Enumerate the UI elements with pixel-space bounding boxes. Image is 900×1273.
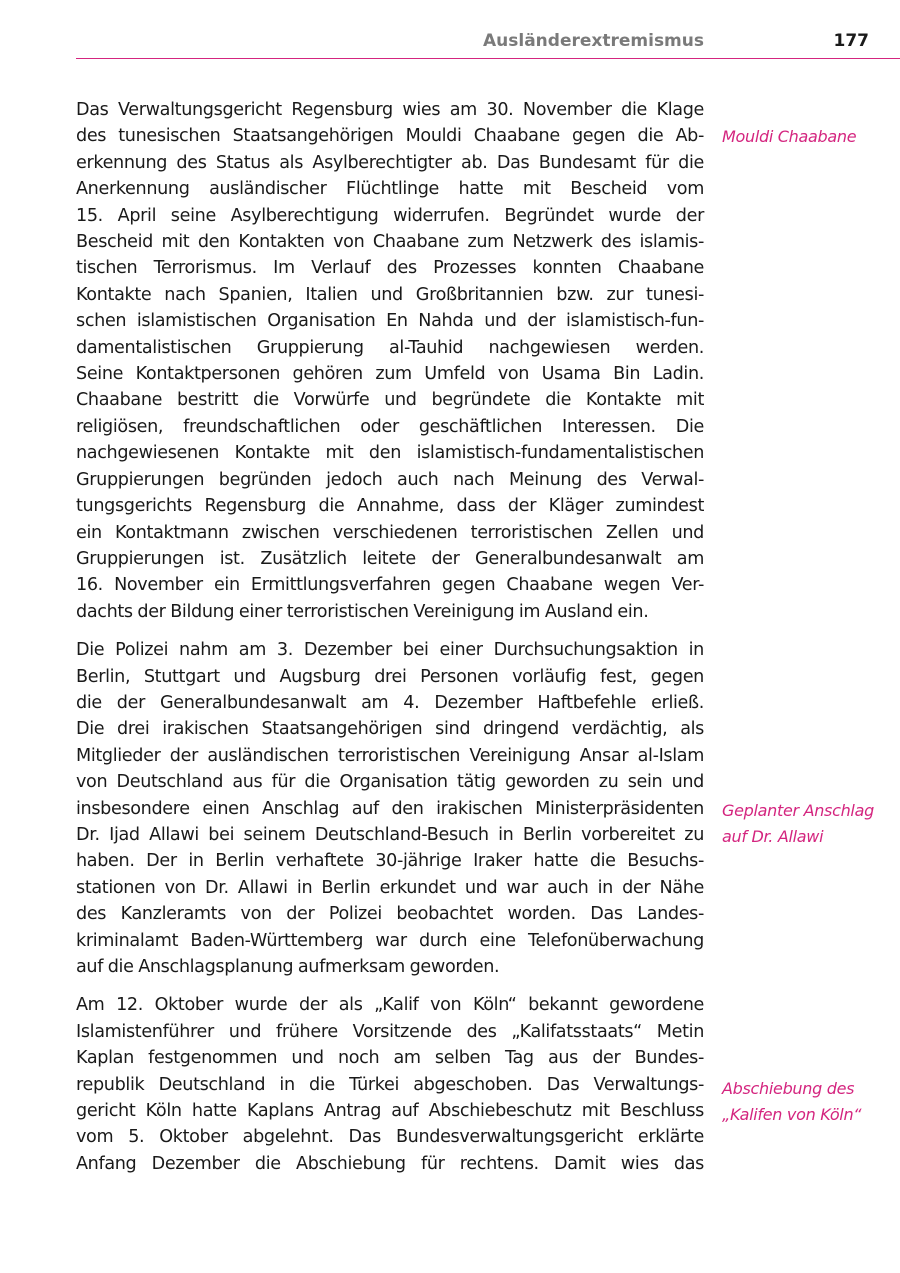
text-line: Gruppierungen begründen jedoch auch nach Meinung des Verwal- [76,469,704,490]
margin-note-allawi [722,798,900,851]
text-line: von Deutschland aus für die Organisation tätig geworden zu sein und [76,772,704,793]
text-line: vom 5. Oktober abgelehnt. Das Bundesverwaltungsgericht erklärte [76,1127,704,1148]
text-line: 16. November ein Ermittlungsverfahren gegen Chaabane wegen Ver- [76,575,704,596]
text-line: religiösen, freundschaftlichen oder geschäftlichen Interessen. Die [76,416,704,437]
text-line: Dr. Ijad Allawi bei seinem Deutschland-Besuch in Berlin vorbereitet zu [76,824,704,845]
text-line: tungsgerichts Regensburg die Annahme, dass der Kläger zumindest [76,496,704,517]
text-line: kriminalamt Baden-Württemberg war durch eine Telefonüberwachung [76,930,704,951]
text-line: Islamistenführer und frühere Vorsitzende des „Kalifatsstaats“ Metin [76,1021,704,1042]
text-line: Kontakte nach Spanien, Italien und Großbritannien bzw. zur tunesi- [76,284,704,305]
margin-note-line: auf Dr. Allawi [722,827,824,847]
text-line: tischen Terrorismus. Im Verlauf des Prozesses konnten Chaabane [76,258,704,279]
text-line: insbesondere einen Anschlag auf den irakischen Ministerpräsidenten [76,798,704,819]
text-line: Anerkennung ausländischer Flüchtlinge hatte mit Bescheid vom [76,179,704,200]
text-line: Mitglieder der ausländischen terroristischen Vereinigung Ansar al-Islam [76,745,704,766]
text-line: des Kanzleramts von der Polizei beobachtet worden. Das Landes- [76,904,704,925]
text-line: Kaplan festgenommen und noch am selben Tag aus der Bundes- [76,1048,704,1069]
text-line: Das Verwaltungsgericht Regensburg wies am 30. November die Klage [76,100,704,120]
text-line: Am 12. Oktober wurde der als „Kalif von Köln“ bekannt gewordene [76,995,704,1016]
paragraph-chaabane [76,97,704,625]
text-line: die der Generalbundesanwalt am 4. Dezember Haftbefehle erließ. [76,692,704,713]
text-line: Die drei irakischen Staatsangehörigen sind dringend verdächtig, als [76,719,704,740]
page-number: 177 [833,31,869,51]
page-header [76,28,900,59]
text-line: damentalistischen Gruppierung al-Tauhid nachgewiesen werden. [76,337,704,358]
margin-note-chaabane [722,124,900,150]
text-line: schen islamistischen Organisation En Nahda und der islamistisch-fun- [76,311,704,332]
text-line: haben. Der in Berlin verhaftete 30-jährige Iraker hatte die Besuchs- [76,851,704,872]
body-text [76,97,704,1189]
text-line: nachgewiesenen Kontakte mit den islamistisch-fundamentalistischen [76,443,704,464]
text-line: Die Polizei nahm am 3. Dezember bei einer Durchsuchungsaktion in [76,640,704,661]
margin-note-line: „Kalifen von Köln“ [722,1105,862,1125]
text-line: Bescheid mit den Kontakten von Chaabane zum Netzwerk des islamis- [76,232,704,253]
text-line: Chaabane bestritt die Vorwürfe und begründete die Kontakte mit [76,390,704,411]
text-line: Anfang Dezember die Abschiebung für rechtens. Damit wies das [76,1153,704,1174]
margin-note-line: Geplanter Anschlag [722,801,874,820]
text-line: Gruppierungen ist. Zusätzlich leitete der Generalbundesanwalt am [76,548,704,569]
text-line: Seine Kontaktpersonen gehören zum Umfeld von Usama Bin Ladin. [76,364,704,385]
running-title: Ausländerextremismus [483,31,704,51]
paragraph-allawi-plot [76,637,704,980]
text-line: auf die Anschlagsplanung aufmerksam geworden. [76,957,500,977]
text-line: des tunesischen Staatsangehörigen Mouldi Chaabane gegen die Ab- [76,126,704,147]
margin-note-line: Abschiebung des [722,1079,855,1098]
text-line: republik Deutschland in die Türkei abgeschoben. Das Verwaltungs- [76,1074,704,1095]
text-line: ein Kontaktmann zwischen verschiedenen terroristischen Zellen und [76,522,704,543]
text-line: dachts der Bildung einer terroristischen Vereinigung im Ausland ein. [76,601,649,622]
text-line: 15. April seine Asylberechtigung widerrufen. Begründet wurde der [76,205,704,226]
text-line: gericht Köln hatte Kaplans Antrag auf Abschiebeschutz mit Beschluss [76,1101,704,1122]
text-line: erkennung des Status als Asylberechtigter ab. Das Bundesamt für die [76,152,704,173]
paragraph-kaplan-deportation [76,992,704,1177]
text-line: Berlin, Stuttgart und Augsburg drei Personen vorläufig fest, gegen [76,666,704,687]
text-line: stationen von Dr. Allawi in Berlin erkundet und war auch in der Nähe [76,877,704,898]
margin-note-kaplan [722,1076,900,1129]
margin-note-line: Mouldi Chaabane [722,127,857,146]
